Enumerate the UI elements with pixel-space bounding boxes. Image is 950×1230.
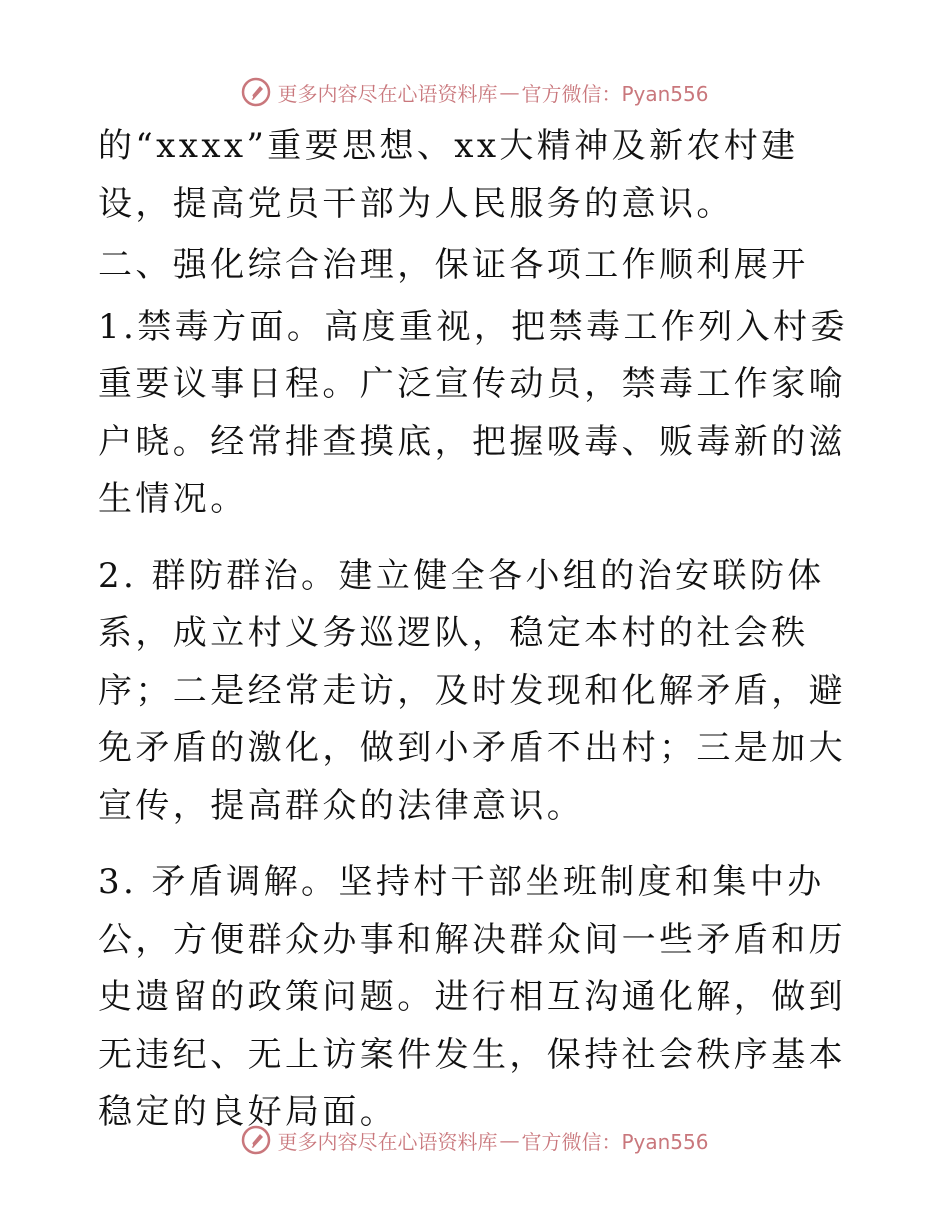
pen-nib-logo-icon	[241, 1125, 271, 1155]
pen-nib-logo-icon	[241, 77, 271, 107]
banner-wechat-text: 官方微信：Pyan556	[521, 81, 709, 106]
paragraph-mediation: 3. 矛盾调解。坚持村干部坐班制度和集中办公，方便群众办事和解决群众间一些矛盾和历史遗留的政策问题。进行相互沟通化解，做到无违纪、无上访案件发生，保持社会秩序基本稳定的良好局面。	[98, 862, 846, 1132]
paragraph-drug-control: 1.禁毒方面。高度重视，把禁毒工作列入村委重要议事日程。广泛宣传动员，禁毒工作家喻户晓。经常排查摸底，把握吸毒、贩毒新的滋生情况。	[98, 306, 848, 519]
banner-site-text: 更多内容尽在心语资料库	[277, 81, 498, 106]
banner-wechat-text: 官方微信：Pyan556	[521, 1129, 709, 1154]
paragraph-continuation: 的“xxxx”重要思想、xx大精神及新农村建设，提高党员干部为人民服务的意识。	[98, 126, 799, 224]
banner-dash: —	[499, 80, 520, 104]
paragraph-group-defense: 2. 群防群治。建立健全各小组的治安联防体系，成立村义务巡逻队，稳定本村的社会秩序；二是经常走访，及时发现和化解矛盾，避免矛盾的激化，做到小矛盾不出村；三是加大宣传，提高群众的法律意识。	[98, 555, 846, 826]
section-heading: 二、强化综合治理，保证各项工作顺利展开	[98, 245, 809, 285]
banner-site-text: 更多内容尽在心语资料库	[277, 1129, 498, 1154]
footer-banner	[0, 1120, 950, 1160]
document-body	[98, 118, 858, 1142]
banner-dash: —	[499, 1128, 520, 1152]
header-banner	[0, 72, 950, 112]
